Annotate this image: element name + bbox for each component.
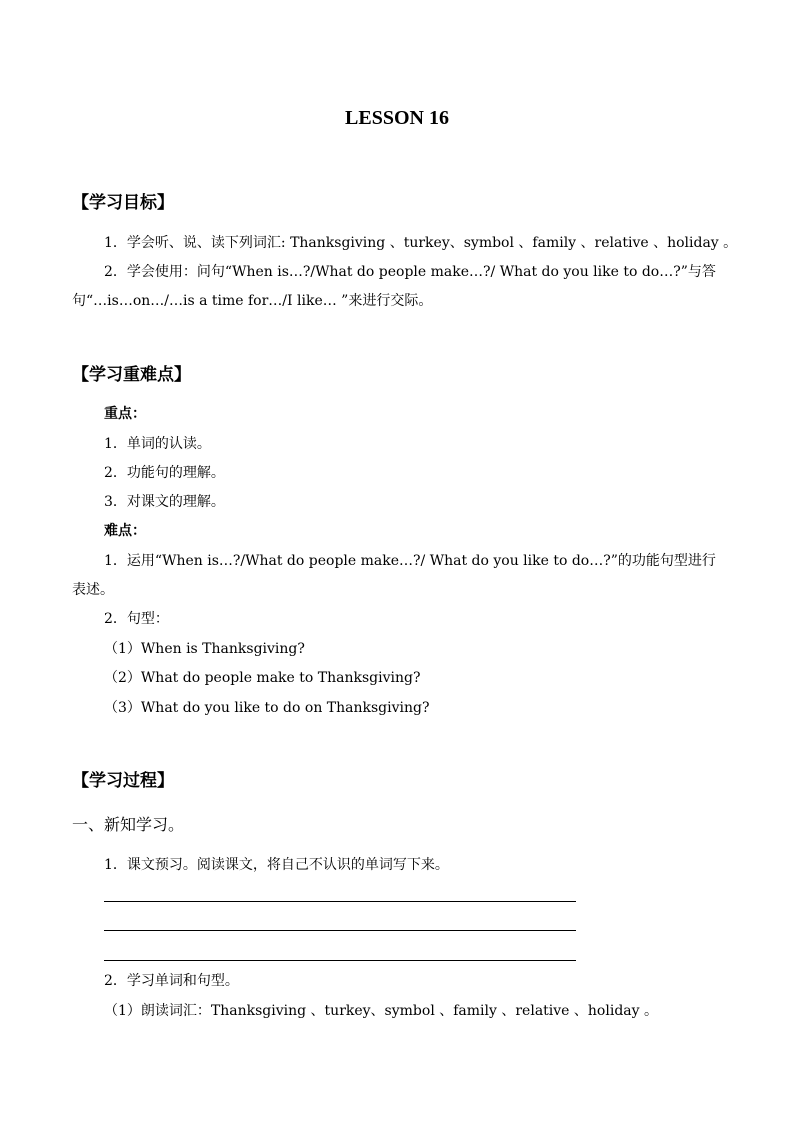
answer-line[interactable] [104,930,576,931]
objectives-item-1: 1．学会听、说、读下列词汇: Thanksgiving 、turkey、symbol 、family 、relative 、holiday 。 [104,235,738,251]
step-2-sub-1: （1）朗读词汇：Thanksgiving 、turkey、symbol 、family 、relative 、holiday 。 [104,1003,658,1019]
sentence-pattern: （2）What do people make to Thanksgiving? [104,670,421,686]
focus-item: 1．单词的认读。 [104,436,211,452]
difficulty-label: 难点： [104,523,146,539]
part-1-heading: 一、新知学习。 [72,815,185,834]
objectives-item-2-line-1: 2．学会使用：问句“When is…?/What do people make…?/ What do you like to do…?”与答 [104,264,716,280]
sentence-pattern: （1）When is Thanksgiving? [104,641,305,657]
key-points-heading: 【学习重难点】 [72,365,191,385]
difficulty-item-1-line-2: 表述。 [72,582,114,598]
step-2: 2．学习单词和句型。 [104,973,239,989]
objectives-item-2-line-2: 句“…is…on…/…is a time for…/I like… ”来进行交际。 [72,293,433,309]
focus-label: 重点： [104,406,146,422]
focus-item: 2．功能句的理解。 [104,465,225,481]
focus-item: 3．对课文的理解。 [104,494,225,510]
difficulty-item-2: 2．句型： [104,611,169,627]
answer-line[interactable] [104,960,576,961]
process-heading: 【学习过程】 [72,771,174,791]
difficulty-item-1-line-1: 1．运用“When is…?/What do people make…?/ What do you like to do…?”的功能句型进行 [104,553,716,569]
answer-line[interactable] [104,901,576,902]
objectives-heading: 【学习目标】 [72,193,174,213]
step-1: 1．课文预习。阅读课文，将自己不认识的单词写下来。 [104,857,449,873]
sentence-pattern: （3）What do you like to do on Thanksgiving? [104,700,430,716]
page-title: LESSON 16 [345,107,449,129]
